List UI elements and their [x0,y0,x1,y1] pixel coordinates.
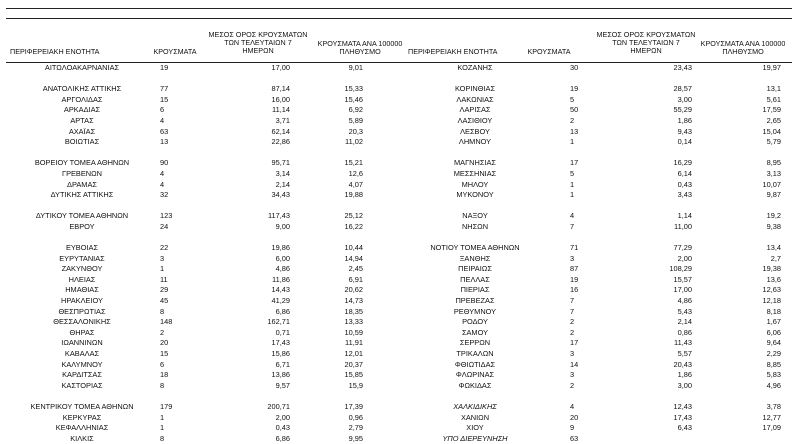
table-row: ΧΑΛΚΙΔΙΚΗΣ 4 12,43 3,78 [404,402,800,413]
table-row: ΛΗΜΝΟΥ 1 0,14 5,79 [404,137,800,148]
region-cell: ΑΡΚΑΔΙΑΣ [63,105,101,115]
table-row: ΑΧΑΪΑΣ 63 62,14 20,3 [6,127,406,138]
avg7-cell: 2,14 [677,317,692,327]
avg7-cell: 6,43 [677,423,692,433]
table-row: ΠΕΛΛΑΣ 19 15,57 13,6 [404,275,800,286]
region-cell: ΚΕΡΚΥΡΑΣ [62,412,102,422]
table-row: ΗΛΕΙΑΣ 11 11,86 6,91 [6,275,406,286]
table-row: ΠΙΕΡΙΑΣ 16 17,00 12,63 [404,285,800,296]
per100k-cell: 19,38 [762,264,781,274]
avg7-cell: 17,43 [673,412,692,422]
table-row: ΗΜΑΘΙΑΣ 29 14,43 20,62 [6,285,406,296]
per100k-cell: 3,78 [766,402,781,411]
table-row: ΡΟΔΟΥ 2 2,14 1,67 [404,317,800,328]
avg7-cell: 34,43 [271,190,290,200]
avg7-cell: 12,43 [673,402,692,411]
per100k-cell: 19,2 [766,211,781,221]
per100k-cell: 14,94 [344,253,363,263]
region-cell: ΜΗΛΟΥ [461,179,489,189]
table-row: ΞΑΝΘΗΣ 3 2,00 2,7 [404,254,800,265]
region-cell: ΔΥΤΙΚΟΥ ΤΟΜΕΑ ΑΘΗΝΩΝ [35,211,129,221]
table-row: ΜΕΣΣΗΝΙΑΣ 5 6,14 3,13 [404,169,800,180]
per100k-cell: 10,44 [344,243,363,253]
top-rule [6,8,792,9]
table-row: ΛΑΣΙΘΙΟΥ 2 1,86 2,65 [404,116,800,127]
region-cell: ΜΕΣΣΗΝΙΑΣ [453,168,497,178]
region-cell: ΕΥΡΥΤΑΝΙΑΣ [59,253,105,263]
per100k-cell: 15,21 [344,158,363,168]
table-row: ΛΑΚΩΝΙΑΣ 5 3,00 5,61 [404,95,800,106]
per100k-cell: 9,87 [766,190,781,200]
avg7-cell: 11,86 [272,274,290,284]
table-row: ΠΡΕΒΕΖΑΣ 7 4,86 12,18 [404,296,800,307]
region-cell: ΛΑΣΙΘΙΟΥ [457,115,493,125]
avg7-cell: 5,43 [677,306,692,316]
avg7-cell: 1,86 [677,115,692,125]
table-row: ΚΕΦΑΛΛΗΝΙΑΣ 1 0,43 2,79 [6,423,406,434]
avg7-cell: 117,43 [267,211,290,221]
per100k-cell: 8,95 [766,158,781,168]
top-rule-2 [6,18,792,19]
table-row: ΙΩΑΝΝΙΝΩΝ 20 17,43 11,91 [6,338,406,349]
region-cell: ΡΕΘΥΜΝΟΥ [453,306,497,316]
table-row: ΚΑΣΤΟΡΙΑΣ 8 9,57 15,9 [6,381,406,392]
region-cell: ΣΕΡΡΩΝ [459,338,491,348]
header-avg7-right: ΜΕΣΟΣ ΟΡΟΣ ΚΡΟΥΣΜΑΤΩΝ ΤΩΝ ΤΕΛΕΥΤΑΙΩΝ 7 ΗΜΕΡΩΝ [596,30,696,56]
table-row [6,233,406,244]
header-cases-right: ΚΡΟΥΣΜΑΤΑ [527,47,571,56]
avg7-cell: 87,14 [271,84,290,94]
avg7-cell: 95,71 [271,158,290,168]
region-cell: ΔΡΑΜΑΣ [67,179,97,189]
table-row: ΚΕΝΤΡΙΚΟΥ ΤΟΜΕΑ ΑΘΗΝΩΝ 179 200,71 17,39 [6,402,406,413]
region-cell: ΗΡΑΚΛΕΙΟΥ [61,296,103,306]
table-row: ΦΛΩΡΙΝΑΣ 3 1,86 5,83 [404,370,800,381]
table-row: ΕΒΡΟΥ 24 9,00 16,22 [6,222,406,233]
region-cell: ΚΕΝΤΡΙΚΟΥ ΤΟΜΕΑ ΑΘΗΝΩΝ [30,402,134,411]
region-cell: ΚΕΦΑΛΛΗΝΙΑΣ [55,423,109,433]
per100k-cell: 13,6 [766,274,781,284]
avg7-cell: 11,43 [674,338,692,348]
table-row: ΜΥΚΟΝΟΥ 1 3,43 9,87 [404,190,800,201]
region-cell: ΚΟΖΑΝΗΣ [457,63,493,72]
region-cell: ΕΒΡΟΥ [69,221,95,231]
per100k-cell: 2,29 [766,349,781,359]
table-row: ΑΝΑΤΟΛΙΚΗΣ ΑΤΤΙΚΗΣ 77 87,14 15,33 [6,84,406,95]
avg7-cell: 15,57 [673,274,692,284]
header-per100k-right: ΚΡΟΥΣΜΑΤΑ ΑΝΑ 100000 ΠΛΗΘΥΣΜΟ [700,39,786,57]
region-cell: ΑΝΑΤΟΛΙΚΗΣ ΑΤΤΙΚΗΣ [42,84,122,94]
region-cell: ΠΕΙΡΑΙΩΣ [458,264,492,274]
avg7-cell: 11,00 [674,221,692,231]
region-cell: ΡΟΔΟΥ [462,317,488,327]
region-cell: ΘΕΣΣΑΛΟΝΙΚΗΣ [53,317,111,327]
per100k-cell: 15,9 [348,380,363,390]
region-cell: ΜΑΓΝΗΣΙΑΣ [454,158,496,168]
avg7-cell: 2,00 [677,253,692,263]
avg7-cell: 17,00 [673,285,692,295]
avg7-cell: 0,14 [677,137,692,147]
table-row: ΛΕΣΒΟΥ 13 9,43 15,04 [404,127,800,138]
region-cell: ΦΩΚΙΔΑΣ [458,380,492,390]
region-cell: ΘΕΣΠΡΩΤΙΑΣ [58,306,106,316]
table-row: ΕΥΡΥΤΑΝΙΑΣ 3 6,00 14,94 [6,254,406,265]
avg7-cell: 14,43 [271,285,290,295]
avg7-cell: 4,86 [275,264,290,274]
per100k-cell: 19,97 [762,63,781,72]
region-cell: ΝΗΣΩΝ [461,221,489,231]
avg7-cell: 3,00 [677,380,692,390]
table-row: ΝΗΣΩΝ 7 11,00 9,38 [404,222,800,233]
per100k-cell: 15,85 [344,370,363,380]
avg7-cell: 108,29 [669,264,692,274]
per100k-cell: 10,07 [762,179,781,189]
table-row: ΚΑΛΥΜΝΟΥ 6 6,71 20,37 [6,360,406,371]
per100k-cell: 12,63 [762,285,781,295]
per100k-cell: 2,79 [348,423,363,433]
region-cell: ΧΑΝΙΩΝ [460,412,490,422]
per100k-cell: 5,79 [766,137,781,147]
per100k-cell: 5,89 [348,115,363,125]
region-cell: ΖΑΚΥΝΘΟΥ [61,264,103,274]
header-region-right: ΠΕΡΙΦΕΡΕΙΑΚΗ ΕΝΟΤΗΤΑ [408,47,498,56]
per100k-cell: 3,13 [766,168,781,178]
table-row: ΝΟΤΙΟΥ ΤΟΜΕΑ ΑΘΗΝΩΝ 71 77,29 13,4 [404,243,800,254]
per100k-cell: 14,73 [344,296,363,306]
table-row: ΦΘΙΩΤΙΔΑΣ 14 20,43 8,85 [404,360,800,371]
per100k-cell: 0,96 [348,412,363,422]
table-row: ΝΑΞΟΥ 4 1,14 19,2 [404,211,800,222]
avg7-cell: 77,29 [673,243,692,253]
per100k-cell: 12,01 [344,349,363,359]
table-row: ΚΟΡΙΝΘΙΑΣ 19 28,57 13,1 [404,84,800,95]
avg7-cell: 4,86 [677,296,692,306]
region-cell: ΦΛΩΡΙΝΑΣ [455,370,495,380]
table-row: ΑΡΚΑΔΙΑΣ 6 11,14 6,92 [6,105,406,116]
avg7-cell: 0,43 [677,179,692,189]
per100k-cell: 9,64 [766,338,781,348]
avg7-cell: 6,86 [275,433,290,443]
per100k-cell: 15,46 [344,94,363,104]
avg7-cell: 55,29 [673,105,692,115]
avg7-cell: 2,00 [275,412,290,422]
per100k-cell: 15,04 [762,126,781,136]
table-row: ΣΕΡΡΩΝ 17 11,43 9,64 [404,338,800,349]
region-cell: ΗΛΕΙΑΣ [68,274,96,284]
avg7-cell: 6,00 [275,253,290,263]
per100k-cell: 5,61 [766,94,781,104]
table-row: ΦΩΚΙΔΑΣ 2 3,00 4,96 [404,381,800,392]
region-cell: ΒΟΙΩΤΙΑΣ [64,137,100,147]
table-row: ΡΕΘΥΜΝΟΥ 7 5,43 8,18 [404,307,800,318]
per100k-cell: 2,65 [766,115,781,125]
table-row [404,201,800,212]
per100k-cell: 15,33 [344,84,363,94]
table-row: ΖΑΚΥΝΘΟΥ 1 4,86 2,45 [6,264,406,275]
table-row: ΚΟΖΑΝΗΣ 30 23,43 19,97 [404,63,800,74]
avg7-cell: 3,43 [677,190,692,200]
avg7-cell: 23,43 [673,63,692,72]
region-cell: ΑΡΓΟΛΙΔΑΣ [61,94,103,104]
per100k-cell: 20,62 [344,285,363,295]
avg7-cell: 0,86 [677,327,692,337]
header-per100k-left: ΚΡΟΥΣΜΑΤΑ ΑΝΑ 100000 ΠΛΗΘΥΣΜΟ [317,39,403,57]
region-cell: ΚΑΣΤΟΡΙΑΣ [61,380,103,390]
table-row [6,391,406,402]
per100k-cell: 12,6 [348,168,363,178]
per100k-cell: 25,12 [344,211,363,221]
table-row: ΥΠΟ ΔΙΕΡΕΥΝΗΣΗ 63 [404,434,800,444]
per100k-cell: 20,3 [348,126,363,136]
table-row: ΘΗΡΑΣ 2 0,71 10,59 [6,328,406,339]
avg7-cell: 28,57 [673,84,692,94]
avg7-cell: 6,86 [275,306,290,316]
avg7-cell: 1,86 [677,370,692,380]
per100k-cell: 4,07 [348,179,363,189]
table-row: ΜΗΛΟΥ 1 0,43 10,07 [404,180,800,191]
table-row [6,201,406,212]
avg7-cell: 9,00 [275,221,290,231]
region-cell: ΧΙΟΥ [466,423,484,433]
table-row: ΔΥΤΙΚΟΥ ΤΟΜΕΑ ΑΘΗΝΩΝ 123 117,43 25,12 [6,211,406,222]
per100k-cell: 12,18 [762,296,781,306]
avg7-cell: 19,86 [271,243,290,253]
region-cell: ΧΑΛΚΙΔΙΚΗΣ [453,402,497,411]
region-cell: ΒΟΡΕΙΟΥ ΤΟΜΕΑ ΑΘΗΝΩΝ [34,158,130,168]
table-row: ΓΡΕΒΕΝΩΝ 4 3,14 12,6 [6,169,406,180]
table-row [6,148,406,159]
table-row: ΒΟΡΕΙΟΥ ΤΟΜΕΑ ΑΘΗΝΩΝ 90 95,71 15,21 [6,158,406,169]
region-cell: ΔΥΤΙΚΗΣ ΑΤΤΙΚΗΣ [50,190,114,200]
table-row: ΕΥΒΟΙΑΣ 22 19,86 10,44 [6,243,406,254]
avg7-cell: 6,14 [677,168,692,178]
region-cell: ΝΟΤΙΟΥ ΤΟΜΕΑ ΑΘΗΝΩΝ [430,243,520,253]
region-cell: ΛΑΡΙΣΑΣ [459,105,491,115]
region-cell: ΛΑΚΩΝΙΑΣ [456,94,494,104]
avg7-cell: 11,14 [272,105,290,115]
per100k-cell: 6,91 [348,274,363,284]
region-cell: ΚΑΛΥΜΝΟΥ [61,359,103,369]
per100k-cell: 17,39 [344,402,363,411]
header-region-left: ΠΕΡΙΦΕΡΕΙΑΚΗ ΕΝΟΤΗΤΑ [10,47,100,56]
region-cell: ΗΜΑΘΙΑΣ [65,285,99,295]
per100k-cell: 9,95 [348,433,363,443]
table-row: ΒΟΙΩΤΙΑΣ 13 22,86 11,02 [6,137,406,148]
table-row: ΑΡΓΟΛΙΔΑΣ 15 16,00 15,46 [6,95,406,106]
region-cell: ΤΡΙΚΑΛΩΝ [456,349,494,359]
region-cell: ΕΥΒΟΙΑΣ [65,243,99,253]
table-row: ΔΡΑΜΑΣ 4 2,14 4,07 [6,180,406,191]
per100k-cell: 4,96 [766,380,781,390]
region-cell: ΚΙΛΚΙΣ [70,433,94,443]
header-avg7-left: ΜΕΣΟΣ ΟΡΟΣ ΚΡΟΥΣΜΑΤΩΝ ΤΩΝ ΤΕΛΕΥΤΑΙΩΝ 7 ΗΜΕΡΩΝ [208,30,308,56]
table-row: ΚΑΒΑΛΑΣ 15 15,86 12,01 [6,349,406,360]
avg7-cell: 62,14 [271,126,290,136]
table-row: ΠΕΙΡΑΙΩΣ 87 108,29 19,38 [404,264,800,275]
table-row: ΗΡΑΚΛΕΙΟΥ 45 41,29 14,73 [6,296,406,307]
per100k-cell: 17,09 [762,423,781,433]
table-row [404,233,800,244]
per100k-cell: 19,88 [344,190,363,200]
region-cell: ΙΩΑΝΝΙΝΩΝ [61,338,103,348]
right-table [404,63,800,444]
per100k-cell: 8,18 [766,306,781,316]
table-row [6,74,406,85]
region-cell: ΜΥΚΟΝΟΥ [456,190,494,200]
per100k-cell: 16,22 [344,221,363,231]
table-row: ΜΑΓΝΗΣΙΑΣ 17 16,29 8,95 [404,158,800,169]
per100k-cell: 9,01 [348,63,363,72]
table-row: ΧΙΟΥ 9 6,43 17,09 [404,423,800,434]
avg7-cell: 15,86 [271,349,290,359]
per100k-cell: 12,77 [762,412,781,422]
region-cell: ΓΡΕΒΕΝΩΝ [62,168,102,178]
table-row: ΚΑΡΔΙΤΣΑΣ 18 13,86 15,85 [6,370,406,381]
table-row: ΚΙΛΚΙΣ 8 6,86 9,95 [6,434,406,444]
table-row: ΑΡΤΑΣ 4 3,71 5,89 [6,116,406,127]
per100k-cell: 10,59 [344,327,363,337]
per100k-cell: 20,37 [344,359,363,369]
table-row: ΚΕΡΚΥΡΑΣ 1 2,00 0,96 [6,413,406,424]
avg7-cell: 16,29 [673,158,692,168]
avg7-cell: 3,71 [275,115,290,125]
avg7-cell: 16,00 [271,94,290,104]
avg7-cell: 0,71 [275,327,290,337]
avg7-cell: 200,71 [267,402,290,411]
per100k-cell: 9,38 [766,221,781,231]
avg7-cell: 6,71 [275,359,290,369]
region-cell: ΛΗΜΝΟΥ [458,137,492,147]
table-row: ΤΡΙΚΑΛΩΝ 3 5,57 2,29 [404,349,800,360]
table-row: ΘΕΣΣΑΛΟΝΙΚΗΣ 148 162,71 13,33 [6,317,406,328]
table-row: ΣΑΜΟΥ 2 0,86 6,06 [404,328,800,339]
avg7-cell: 13,86 [271,370,290,380]
table-row: ΛΑΡΙΣΑΣ 50 55,29 17,59 [404,105,800,116]
region-cell: ΠΕΛΛΑΣ [460,274,490,284]
table-row: ΧΑΝΙΩΝ 20 17,43 12,77 [404,413,800,424]
region-cell: ΚΑΒΑΛΑΣ [64,349,100,359]
per100k-cell: 18,35 [344,306,363,316]
region-cell: ΚΟΡΙΝΘΙΑΣ [454,84,496,94]
per100k-cell: 1,67 [766,317,781,327]
region-cell: ΘΗΡΑΣ [69,327,95,337]
region-cell: ΛΕΣΒΟΥ [460,126,490,136]
per100k-cell: 17,59 [762,105,781,115]
avg7-cell: 22,86 [271,137,290,147]
avg7-cell: 9,57 [275,380,290,390]
table-row [404,74,800,85]
per100k-cell: 8,85 [766,359,781,369]
table-row: ΘΕΣΠΡΩΤΙΑΣ 8 6,86 18,35 [6,307,406,318]
table-row: ΔΥΤΙΚΗΣ ΑΤΤΙΚΗΣ 32 34,43 19,88 [6,190,406,201]
per100k-cell: 2,45 [348,264,363,274]
avg7-cell: 162,71 [267,317,290,327]
region-cell: ΑΧΑΪΑΣ [68,126,96,136]
header-cases-left: ΚΡΟΥΣΜΑΤΑ [153,47,197,56]
avg7-cell: 2,14 [275,179,290,189]
region-cell: ΦΘΙΩΤΙΔΑΣ [454,359,496,369]
per100k-cell: 13,4 [766,243,781,253]
table-row [404,148,800,159]
avg7-cell: 41,29 [271,296,290,306]
avg7-cell: 3,14 [275,168,290,178]
per100k-cell: 11,02 [345,137,363,147]
avg7-cell: 5,57 [677,349,692,359]
avg7-cell: 9,43 [677,126,692,136]
per100k-cell: 2,7 [770,253,781,263]
per100k-cell: 6,06 [766,327,781,337]
avg7-cell: 1,14 [677,211,692,221]
region-cell: ΣΑΜΟΥ [461,327,489,337]
region-cell: ΥΠΟ ΔΙΕΡΕΥΝΗΣΗ [442,433,508,443]
left-table [6,63,406,444]
region-cell: ΠΙΕΡΙΑΣ [460,285,490,295]
region-cell: ΚΑΡΔΙΤΣΑΣ [62,370,102,380]
table-row [404,391,800,402]
per100k-cell: 13,33 [344,317,363,327]
per100k-cell: 13,1 [766,84,781,94]
avg7-cell: 0,43 [275,423,290,433]
table-row: ΑΙΤΩΛΟΑΚΑΡΝΑΝΙΑΣ 19 17,00 9,01 [6,63,406,74]
avg7-cell: 3,00 [677,94,692,104]
region-cell: ΠΡΕΒΕΖΑΣ [455,296,495,306]
region-cell: ΞΑΝΘΗΣ [459,253,491,263]
region-cell: ΑΙΤΩΛΟΑΚΑΡΝΑΝΙΑΣ [44,63,120,72]
avg7-cell: 17,43 [271,338,290,348]
per100k-cell: 6,92 [348,105,363,115]
region-cell: ΑΡΤΑΣ [70,115,94,125]
avg7-cell: 17,00 [271,63,290,72]
per100k-cell: 5,83 [766,370,781,380]
per100k-cell: 11,91 [345,338,363,348]
avg7-cell: 20,43 [673,359,692,369]
region-cell: ΝΑΞΟΥ [462,211,488,221]
